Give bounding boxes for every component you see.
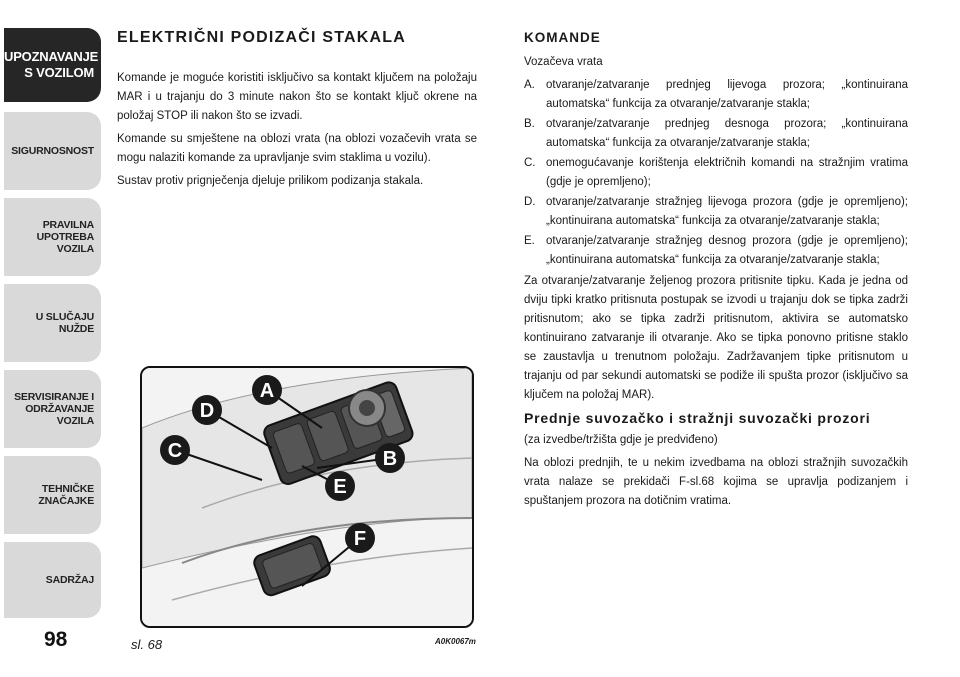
- list-item: A. otvaranje/zatvaranje prednjeg lijevoga prozora; „kontinuirana automatska“ funkcija za otvaranje/zatvaranje stakla;: [524, 79, 908, 110]
- badge-f: [345, 523, 375, 553]
- badge-e: [325, 471, 355, 501]
- tab-upoznavanje[interactable]: UPOZNAVANJE S VOZILOM: [4, 28, 101, 102]
- left-column: [117, 28, 477, 195]
- intro-text: Vozačeva vrata: [524, 56, 603, 68]
- paragraph: Na oblozi prednjih, te u nekim izvedbama na oblozi stražnjih suvozačkih vrata nalaze se prekidači F-sl.68 kojima se upravlja podizanjem i spuštanjem prozora na dotičnim vratima.: [524, 457, 908, 507]
- list-item: B. otvaranje/zatvaranje prednjeg desnoga prozora; „kontinuirana automatska“ funkcija za otvaranje/zatvaranje stakla;: [524, 118, 908, 149]
- badge-d: [192, 395, 222, 425]
- tab-tehnicke-znacajke[interactable]: TEHNIČKE ZNAČAJKE: [4, 456, 101, 534]
- tab-sigurnosnost[interactable]: SIGURNOSNOST: [4, 112, 101, 190]
- list-item: C. onemogućavanje korištenja električnih komandi na stražnjim vratima (gdje je opremljeno);: [524, 157, 908, 188]
- svg-text:A: A: [259, 380, 275, 402]
- badge-a: [252, 375, 282, 405]
- tab-u-slucaju-nuzde[interactable]: U SLUČAJU NUŽDE: [4, 284, 101, 362]
- komande-heading: KOMANDE: [524, 30, 601, 45]
- tab-sadrzaj[interactable]: SADRŽAJ: [4, 542, 101, 618]
- controls-list: [524, 76, 908, 270]
- page-number: 98: [44, 628, 68, 651]
- figure-code: A0K0067m: [435, 637, 476, 646]
- paragraph: Za otvaranje/zatvaranje željenog prozora pritisnite tipku. Kada je jedna od dviju tipki kratko pritisnuta postupak se izvodi u trajanju dok se tipka zadrži pritisnutom; ako se tipka zadrži pritisnutom, aktivira se automatsko kontinuirano zatvaranje ili otvaranje. Ako se tipka ponovno pritisne staklo se zaustavlja u trenutnom položaju. Zadržavanjem tipke pritisnutom u trajanju od par sekundi automatski se podiže ili spušta prozor (isključivo sa ključem na položaj MAR).: [524, 275, 908, 401]
- subsection-title: Prednje suvozačko i stražnji suvozački prozori: [524, 410, 871, 426]
- paragraph: Komande su smještene na oblozi vrata (na oblozi vozačevih vrata se mogu nalaziti komande za upravljanje svim staklima u vozilu).: [117, 133, 477, 164]
- tab-pravilna-upotreba[interactable]: PRAVILNA UPOTREBA VOZILA: [4, 198, 101, 276]
- badge-b: [375, 443, 405, 473]
- chapter-sidebar: [0, 0, 103, 677]
- svg-text:F: F: [353, 528, 367, 550]
- svg-text:B: B: [382, 448, 398, 470]
- paragraph: Komande je moguće koristiti isključivo sa kontakt ključem na položaju MAR i u trajanju do 3 minute nakon što se kontakt ključ okrene na položaj STOP ili nakon što se izvadi.: [117, 72, 477, 122]
- right-column: [524, 28, 908, 515]
- window-switch-figure: [140, 366, 474, 628]
- note-text: (za izvedbe/tržišta gdje je predviđeno): [524, 434, 718, 446]
- badge-c: [160, 435, 190, 465]
- svg-text:C: C: [167, 440, 183, 462]
- list-item: D. otvaranje/zatvaranje stražnjeg lijevoga prozora (gdje je opremljeno); „kontinuirana automatska“ funkcija za otvaranje/zatvaranje stakla;: [524, 196, 908, 227]
- door-panel-illustration: [142, 368, 472, 626]
- figure-caption: sl. 68: [131, 637, 163, 652]
- section-title: ELEKTRIČNI PODIZAČI STAKALA: [117, 29, 406, 46]
- paragraph: Sustav protiv prignječenja djeluje prilikom podizanja stakala.: [117, 175, 424, 187]
- svg-text:E: E: [333, 476, 347, 498]
- svg-text:D: D: [199, 400, 215, 422]
- tab-servisiranje[interactable]: SERVISIRANJE I ODRŽAVANJE VOZILA: [4, 370, 101, 448]
- list-item: E. otvaranje/zatvaranje stražnjeg desnog prozora (gdje je opremljeno); „kontinuirana automatska“ funkcija za otvaranje/zatvaranje stakla;: [524, 235, 908, 266]
